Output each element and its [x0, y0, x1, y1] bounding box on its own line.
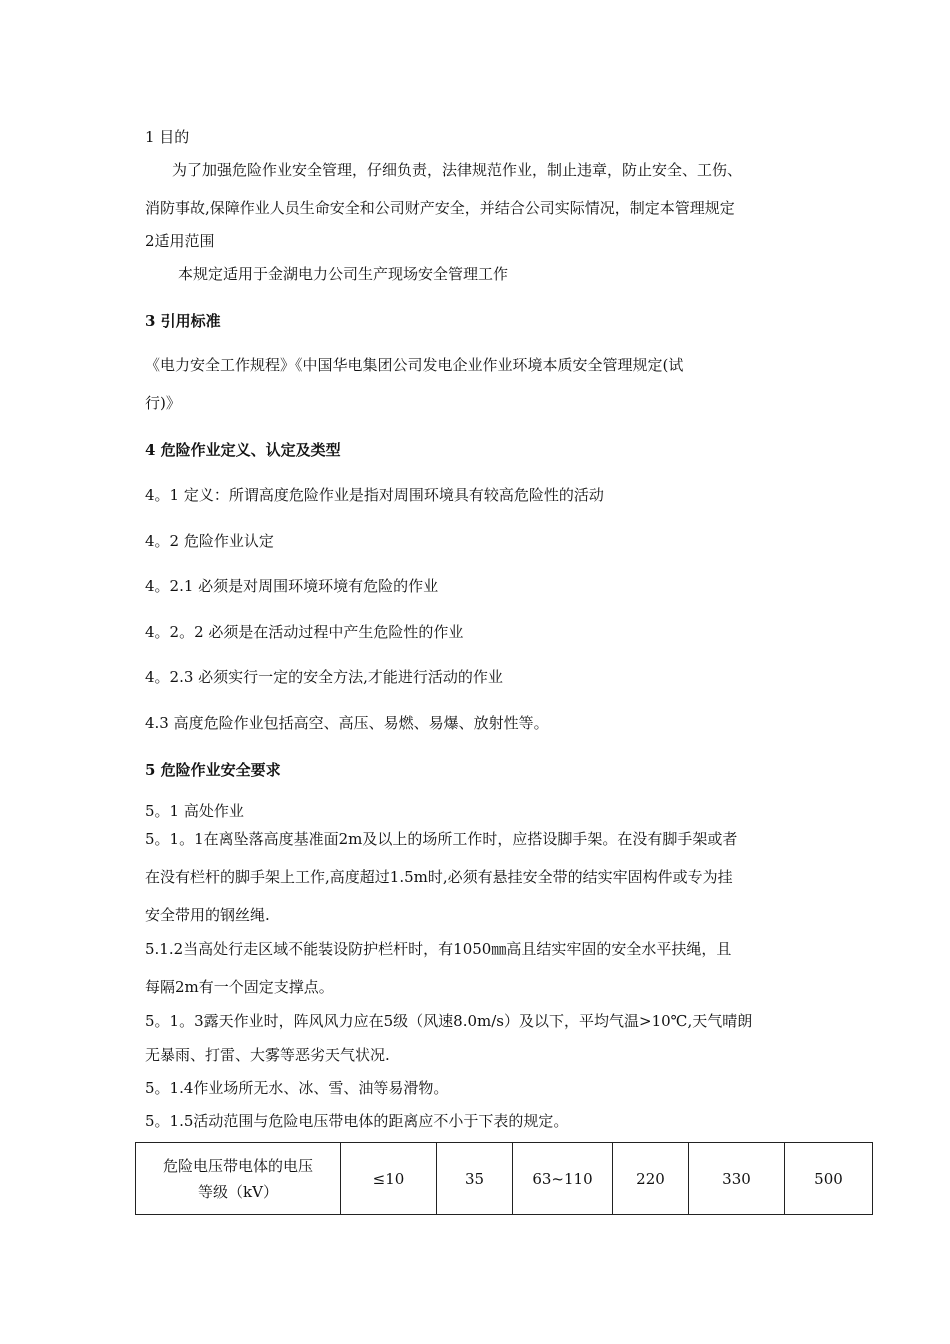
- section-4-title: 4 危险作业定义、认定及类型: [145, 441, 341, 459]
- clause-4-1: 4。1 定义：所谓高度危险作业是指对周围环境具有较高危险性的活动: [145, 486, 604, 504]
- clause-5-1-3-line-2: 无暴雨、打雷、大雾等恶劣天气状况.: [145, 1046, 390, 1064]
- table-cell-voltage: 220: [613, 1143, 689, 1215]
- clause-5-1-2-line-1: 5.1.2当高处行走区域不能装设防护栏杆时，有1050㎜高且结实牢固的安全水平扶绳，且: [145, 940, 732, 958]
- clause-5-1-1-line-3: 安全带用的钢丝绳.: [145, 906, 270, 924]
- section-3-reference-line-2: 行)》: [145, 394, 181, 412]
- table-row: [136, 1143, 873, 1215]
- voltage-distance-table: [135, 1142, 873, 1215]
- clause-4-2-2: 4。2。2 必须是在活动过程中产生危险性的作业: [145, 623, 464, 641]
- clause-4-2-3: 4。2.3 必须实行一定的安全方法,才能进行活动的作业: [145, 668, 503, 686]
- table-header-line-2: 等级（kV）: [198, 1182, 278, 1201]
- table-cell-voltage: 330: [689, 1143, 785, 1215]
- section-1-paragraph-line-1: 为了加强危险作业安全管理，仔细负责，法律规范作业，制止违章，防止安全、工伤、: [172, 161, 743, 179]
- section-3-reference-line-1: 《电力安全工作规程》《中国华电集团公司发电企业作业环境本质安全管理规定(试: [145, 356, 684, 374]
- clause-5-1-5: 5。1.5活动范围与危险电压带电体的距离应不小于下表的规定。: [145, 1112, 569, 1130]
- table-cell-voltage: 35: [437, 1143, 513, 1215]
- clause-5-1-1-line-2: 在没有栏杆的脚手架上工作,高度超过1.5m时,必须有悬挂安全带的结实牢固构件或专为挂: [145, 868, 733, 886]
- section-5-title: 5 危险作业安全要求: [145, 761, 281, 779]
- clause-4-2: 4。2 危险作业认定: [145, 532, 274, 550]
- section-1-title: 1 目的: [145, 128, 190, 146]
- clause-5-1-3-line-1: 5。1。3露天作业时，阵风风力应在5级（风速8.0m/s）及以下，平均气温>10℃,天气晴朗: [145, 1012, 753, 1030]
- clause-5-1-1-line-1: 5。1。1在离坠落高度基准面2m及以上的场所工作时，应搭设脚手架。在没有脚手架或者: [145, 830, 738, 848]
- table-cell-voltage: 63~110: [513, 1143, 613, 1215]
- section-3-title: 3 引用标准: [145, 312, 221, 330]
- clause-5-1-2-line-2: 每隔2m有一个固定支撑点。: [145, 978, 334, 996]
- section-1-paragraph-line-2: 消防事故,保障作业人员生命安全和公司财产安全，并结合公司实际情况，制定本管理规定: [145, 199, 735, 217]
- clause-4-3: 4.3 高度危险作业包括高空、高压、易燃、易爆、放射性等。: [145, 714, 549, 732]
- clause-5-1-4: 5。1.4作业场所无水、冰、雪、油等易滑物。: [145, 1079, 449, 1097]
- table-header-cell: [136, 1143, 341, 1215]
- table-header-line-1: 危险电压带电体的电压: [162, 1156, 313, 1175]
- clause-4-2-1: 4。2.1 必须是对周围环境环境有危险的作业: [145, 577, 439, 595]
- clause-5-1: 5。1 高处作业: [145, 802, 244, 820]
- section-2-title: 2适用范围: [145, 232, 215, 250]
- table-cell-voltage: ≤10: [341, 1143, 437, 1215]
- table-cell-voltage: 500: [785, 1143, 873, 1215]
- section-2-paragraph: 本规定适用于金湖电力公司生产现场安全管理工作: [178, 265, 509, 283]
